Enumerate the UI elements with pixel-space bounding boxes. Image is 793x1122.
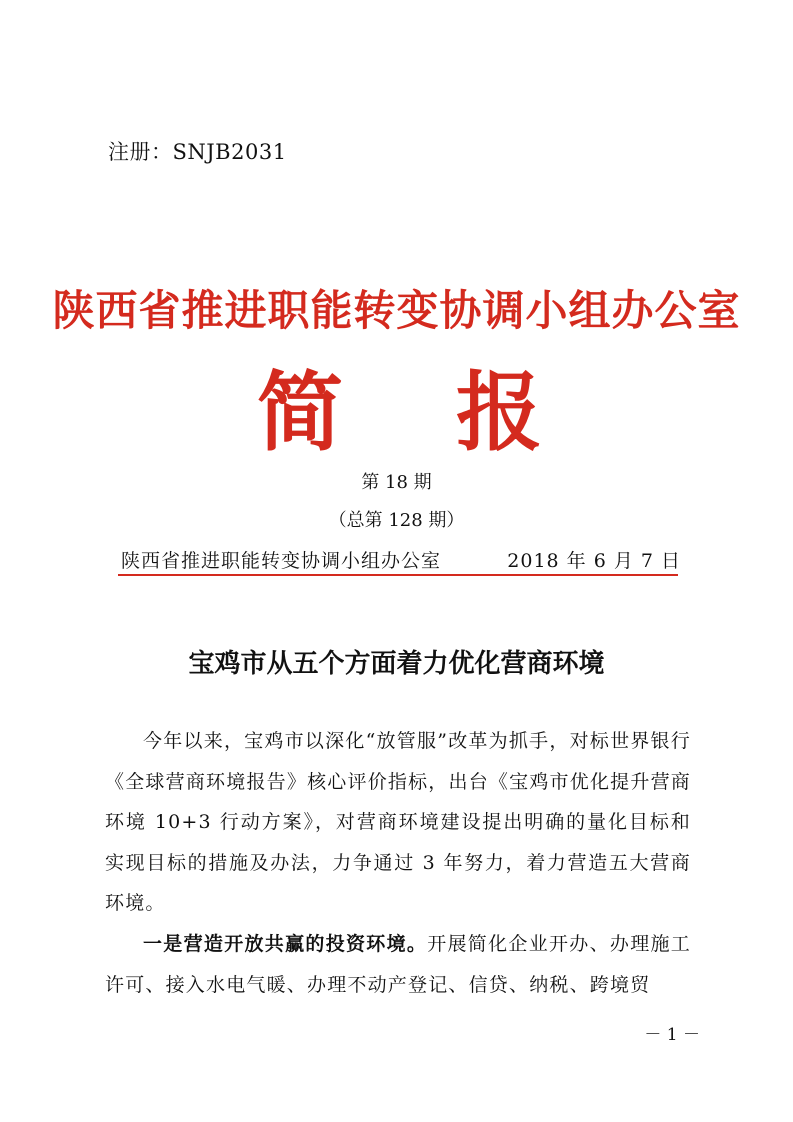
page-number: － 1 －: [644, 1025, 700, 1045]
paragraph-2-lead: 一是营造开放共赢的投资环境。: [143, 933, 428, 955]
article-paragraph-1: 今年以来，宝鸡市以深化“放管服”改革为抓手，对标世界银行《全球营商环境报告》核心评价指标，出台《宝鸡市优化提升营商环境 10+3 行动方案》，对营商环境建设提出明确的量化目标和实现目标的措施及办法，力争通过 3 年努力，着力营造五大营商环境。: [105, 730, 691, 914]
issue-date: 2018 年 6 月 7 日: [507, 550, 681, 572]
brief-title-left: 简: [257, 363, 343, 463]
paragraph-2-text: 开展简化企业开办、办理施工许可、接入水电气暖、办理不动产登记、信贷、纳税、跨境贸: [105, 933, 691, 996]
total-issue-number: （总第 128 期）: [328, 510, 465, 531]
issuer-name: 陕西省推进职能转变协调小组办公室: [121, 550, 442, 572]
registration-number: 注册：SNJB2031: [108, 140, 287, 164]
issuer-line: [121, 546, 681, 573]
article-paragraph-2: [105, 924, 691, 1005]
article-title: 宝鸡市从五个方面着力优化营商环境: [188, 649, 605, 679]
header-divider: [118, 574, 678, 576]
issue-number: 第 18 期: [361, 472, 432, 493]
organization-title: 陕西省推进职能转变协调小组办公室: [52, 286, 741, 335]
brief-title-right: 报: [456, 363, 542, 463]
